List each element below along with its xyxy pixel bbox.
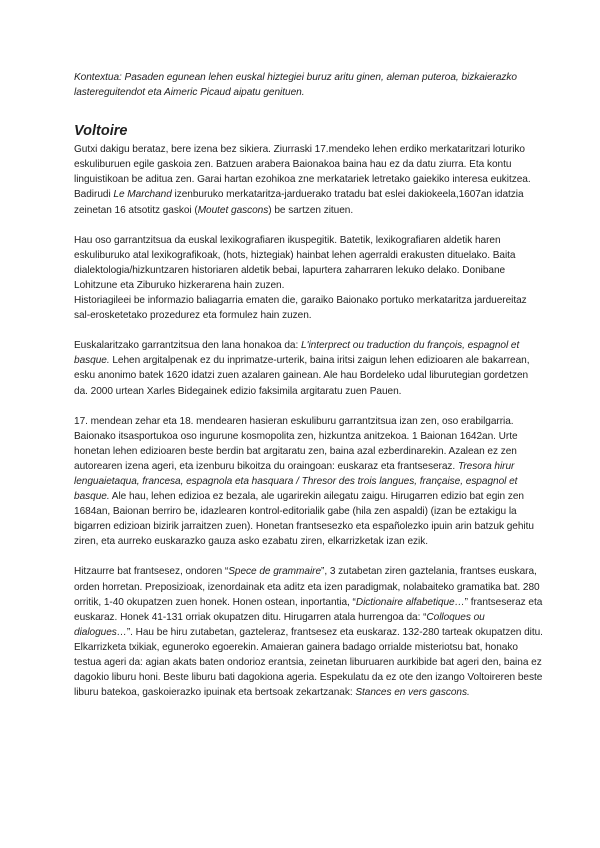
section-title: Voltoire — [74, 123, 128, 140]
work-title-moutet-gascons: Moutet gascons — [197, 204, 269, 216]
work-title-stances: Stances en vers gascons. — [355, 687, 470, 699]
paragraph-historians: Historiagileei be informazio baliagarria ematen die, garaiko Baionako portuko merkataritza jarduereitaz sal-erosketetako prozedurez eta formulez hain zuzen. — [74, 295, 527, 322]
work-title-dictionaire: Dictionaire alfabetique… — [355, 596, 465, 608]
context-paragraph: Kontextua: Pasaden egunean lehen euskal hiztegiei buruz aritu ginen, aleman puteroa, bizkaierazko lastereguitendot eta Aimeric Picaud aipatu genituen. — [74, 72, 517, 99]
work-title-grammaire: Spece de grammaire — [228, 566, 322, 578]
paragraph-structure: Hitzaurre bat frantsesez, ondoren “Spece de grammaire”, 3 zutabetan ziren gaztelania, frantses euskara, orden horretan. Preposizioak, izenordainak eta aditz eta izen paradigmak, nolabaiteko gramatika bat. 280 orritik, 1-40 okupatzen zuen honek. Honen ostean, inportantia, “Dictionaire alfabetique…” frantseseraz eta euskaraz. Honek 41-131 orriak okupatzen ditu. Hirugarren atala hurrengoa da: “Colloques ou dialogues…”. Hau be hiru zutabetan, gazteleraz, frantsesez eta euskaraz. 132-280 tarteak okupatzen ditu. Elkarrizketa txikiak, eguneroko egoerekin. Amaieran gainera badago orrialde misteriotsu bat, honako testua ageri da: agian akats baten ondorioz erantsia, zeinetan liburuaren aurkibide bat ageri den, baina ez dagokio liburu honi. Beste liburu bati dagokiona ageria. Espekulatu da ez ote den izango Voltoireren beste liburu batekoa, gaskoierazko ipuinak eta bertsoak zekartzanak: Stances en vers gascons. — [74, 566, 543, 699]
paragraph-editions: 17. mendean zehar eta 18. mendearen hasieran eskuliburu garrantzitsua izan zen, oso erabilgarria. Baionako itsasportukoa oso ingurune kosmopolita zen, hizkuntza anitzekoa. 1 Baionan 1642an. Urte honetan lehen edizioaren beste berdin bat argitaratu zen, baina azal ezberdinarekin. Azalean ez zen autorearen izena ageri, eta izenburu bikoitza du oraingoan: euskaraz eta frantseseraz. Tresora hirur lenguaietaqua, francesa, espagnola eta hasquara / Thresor des trois langues, française, espagnol et basque. Ale hau, lehen edizioa ez bezala, ale ugarirekin ailegatu zaigu. Hirugarren edizio bat egin zen 1684an, Baionan berriro be, idazlearen kontrol-editorialik gabe (hila zen aspaldi) (izan be eztakigu la bigarren edizioan bizirik jarraitzen zuen). Honetan frantsesezko eta españolezko ipuin arin batzuk gehitu ziren, eta aurreko euskarazko gauza asko ezabatu ziren, elkarrizketak izan ezik. — [74, 415, 534, 548]
work-title-colloques: Colloques ou dialogues… — [74, 611, 485, 638]
work-title-le-marchand: Le Marchand — [113, 189, 172, 201]
paragraph-main-work: Euskalaritzako garrantzitsua den lana honakoa da: L'interprect ou traduction du françois, espagnol et basque. Lehen argitalpenak ez du inprimatze-urterik, baina iritsi zaigun lehen edizioaren ale bakarrean, esku anonimo batek 1620 idatzi zuen azalaren gainean. Ale hau Bordeleko udal liburutegian gordetzen da. 2000 urtean Xarles Bidegainek edizio faksimila argitaratu zuen Pauen. — [74, 340, 530, 397]
paragraph-lexicography: Hau oso garrantzitsua da euskal lexikografiaren ikuspegitik. Batetik, lexikografiaren aldetik haren eskuliburuko atal lexikografikoak, (hots, hiztegiak) hainbat lehen agerraldi erakusten dituelako. Baita dialektologia/hizkuntzaren historiaren aldetik bebai, lapurtera zaharraren lekuko delako. Donibane Lohitzune eta Ziburuko hizkerarena hain zuzen. — [74, 234, 516, 291]
work-title-tresora: Tresora hirur lenguaietaqua, francesa, espagnola eta hasquara / Thresor des trois langues, française, espagnol et basque. — [74, 460, 518, 503]
paragraph-intro: Gutxi dakigu berataz, bere izena bez sikiera. Ziurraski 17.mendeko lehen erdiko merkataritzari loturiko eskuliburuen egile gaskoia zen. Batzuen arabera Baionakoa baina hau ez da datu ziurra. Eta kontu linguistikoan be aditua zen. Garai hartan ezohikoa zne merkatariek letretako gaiekiko interesa eukitzea. Badirudi Le Marchand izenburuko merkataritza-jarduerako tratadu bat eslei dakiokeela,1607an idatzia zeinetan 16 atsotitz gaskoi (Moutet gascons) be sartzen zituen. — [74, 144, 531, 216]
work-title-interprect: L'interprect ou traduction du françois, espagnol et basque. — [74, 340, 520, 367]
document-page — [74, 70, 544, 700]
